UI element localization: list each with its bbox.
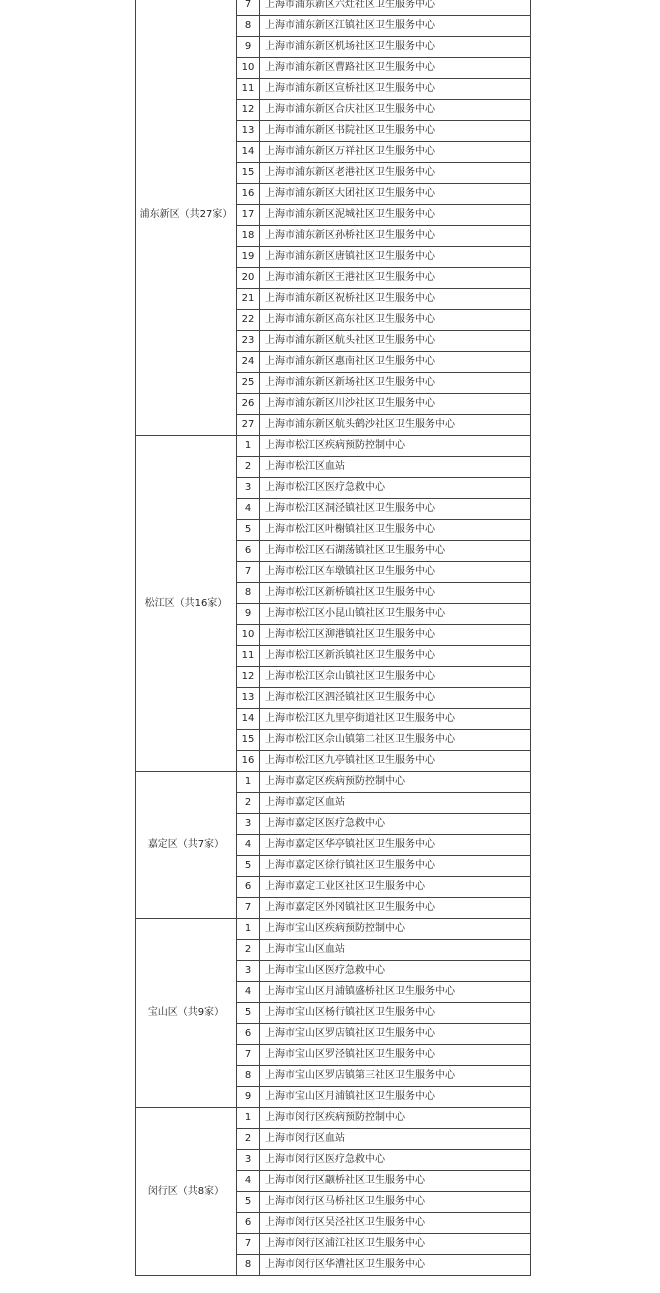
row-number-cell: 8: [237, 583, 260, 604]
institution-name-cell: 上海市嘉定区血站: [260, 793, 531, 814]
institution-name-cell: 上海市宝山区罗泾镇社区卫生服务中心: [260, 1045, 531, 1066]
institution-name-cell: 上海市嘉定工业区社区卫生服务中心: [260, 877, 531, 898]
row-number-cell: 8: [237, 1255, 260, 1276]
institution-name-cell: 上海市浦东新区祝桥社区卫生服务中心: [260, 289, 531, 310]
row-number-cell: 17: [237, 205, 260, 226]
institution-name-cell: 上海市宝山区罗店镇社区卫生服务中心: [260, 1024, 531, 1045]
row-number-cell: 13: [237, 121, 260, 142]
row-number-cell: 15: [237, 163, 260, 184]
row-number-cell: 16: [237, 751, 260, 772]
row-number-cell: 3: [237, 478, 260, 499]
table-row: [136, 0, 531, 16]
row-number-cell: 4: [237, 499, 260, 520]
row-number-cell: 18: [237, 226, 260, 247]
table-row: [136, 772, 531, 793]
institution-name-cell: 上海市闵行区华漕社区卫生服务中心: [260, 1255, 531, 1276]
institution-name-cell: 上海市松江区石湖荡镇社区卫生服务中心: [260, 541, 531, 562]
institution-name-cell: 上海市宝山区医疗急救中心: [260, 961, 531, 982]
institution-name-cell: 上海市浦东新区孙桥社区卫生服务中心: [260, 226, 531, 247]
table-row: [136, 436, 531, 457]
row-number-cell: 26: [237, 394, 260, 415]
row-number-cell: 7: [237, 1234, 260, 1255]
institution-name-cell: 上海市松江区医疗急救中心: [260, 478, 531, 499]
row-number-cell: 11: [237, 79, 260, 100]
row-number-cell: 3: [237, 814, 260, 835]
row-number-cell: 10: [237, 625, 260, 646]
institution-name-cell: 上海市浦东新区泥城社区卫生服务中心: [260, 205, 531, 226]
row-number-cell: 12: [237, 100, 260, 121]
institution-name-cell: 上海市松江区泖港镇社区卫生服务中心: [260, 625, 531, 646]
row-number-cell: 15: [237, 730, 260, 751]
row-number-cell: 11: [237, 646, 260, 667]
row-number-cell: 5: [237, 1192, 260, 1213]
row-number-cell: 20: [237, 268, 260, 289]
row-number-cell: 1: [237, 772, 260, 793]
district-cell: 宝山区（共9家）: [136, 919, 237, 1108]
table-row: [136, 919, 531, 940]
institution-name-cell: 上海市浦东新区曹路社区卫生服务中心: [260, 58, 531, 79]
institution-name-cell: 上海市松江区疾病预防控制中心: [260, 436, 531, 457]
institution-name-cell: 上海市宝山区罗店镇第三社区卫生服务中心: [260, 1066, 531, 1087]
institution-name-cell: 上海市松江区叶榭镇社区卫生服务中心: [260, 520, 531, 541]
row-number-cell: 7: [237, 0, 260, 16]
row-number-cell: 4: [237, 982, 260, 1003]
row-number-cell: 3: [237, 961, 260, 982]
row-number-cell: 4: [237, 835, 260, 856]
institution-name-cell: 上海市浦东新区六灶社区卫生服务中心: [260, 0, 531, 16]
row-number-cell: 19: [237, 247, 260, 268]
table-row: [136, 1108, 531, 1129]
institution-name-cell: 上海市浦东新区宣桥社区卫生服务中心: [260, 79, 531, 100]
row-number-cell: 2: [237, 793, 260, 814]
institution-name-cell: 上海市浦东新区机场社区卫生服务中心: [260, 37, 531, 58]
row-number-cell: 9: [237, 604, 260, 625]
institution-name-cell: 上海市闵行区吴泾社区卫生服务中心: [260, 1213, 531, 1234]
institution-name-cell: 上海市嘉定区外冈镇社区卫生服务中心: [260, 898, 531, 919]
row-number-cell: 6: [237, 877, 260, 898]
institution-name-cell: 上海市宝山区疾病预防控制中心: [260, 919, 531, 940]
institution-name-cell: 上海市宝山区月浦镇社区卫生服务中心: [260, 1087, 531, 1108]
row-number-cell: 7: [237, 1045, 260, 1066]
row-number-cell: 2: [237, 940, 260, 961]
institution-name-cell: 上海市浦东新区万祥社区卫生服务中心: [260, 142, 531, 163]
row-number-cell: 21: [237, 289, 260, 310]
row-number-cell: 25: [237, 373, 260, 394]
district-cell: 嘉定区（共7家）: [136, 772, 237, 919]
institution-name-cell: 上海市松江区九里亭街道社区卫生服务中心: [260, 709, 531, 730]
row-number-cell: 2: [237, 457, 260, 478]
institution-name-cell: 上海市松江区车墩镇社区卫生服务中心: [260, 562, 531, 583]
institution-name-cell: 上海市浦东新区王港社区卫生服务中心: [260, 268, 531, 289]
institution-name-cell: 上海市闵行区医疗急救中心: [260, 1150, 531, 1171]
institution-name-cell: 上海市浦东新区惠南社区卫生服务中心: [260, 352, 531, 373]
row-number-cell: 1: [237, 919, 260, 940]
institution-name-cell: 上海市浦东新区高东社区卫生服务中心: [260, 310, 531, 331]
institution-name-cell: 上海市松江区洞泾镇社区卫生服务中心: [260, 499, 531, 520]
institution-name-cell: 上海市闵行区疾病预防控制中心: [260, 1108, 531, 1129]
institution-name-cell: 上海市浦东新区合庆社区卫生服务中心: [260, 100, 531, 121]
row-number-cell: 9: [237, 37, 260, 58]
row-number-cell: 12: [237, 667, 260, 688]
institution-name-cell: 上海市松江区佘山镇第二社区卫生服务中心: [260, 730, 531, 751]
row-number-cell: 14: [237, 142, 260, 163]
institution-name-cell: 上海市嘉定区疾病预防控制中心: [260, 772, 531, 793]
institution-name-cell: 上海市浦东新区唐镇社区卫生服务中心: [260, 247, 531, 268]
row-number-cell: 24: [237, 352, 260, 373]
institution-name-cell: 上海市浦东新区江镇社区卫生服务中心: [260, 16, 531, 37]
row-number-cell: 1: [237, 1108, 260, 1129]
institution-name-cell: 上海市浦东新区新场社区卫生服务中心: [260, 373, 531, 394]
institution-name-cell: 上海市浦东新区书院社区卫生服务中心: [260, 121, 531, 142]
institution-name-cell: 上海市嘉定区华亭镇社区卫生服务中心: [260, 835, 531, 856]
institution-name-cell: 上海市宝山区月浦镇盛桥社区卫生服务中心: [260, 982, 531, 1003]
institution-name-cell: 上海市闵行区颛桥社区卫生服务中心: [260, 1171, 531, 1192]
row-number-cell: 16: [237, 184, 260, 205]
institution-name-cell: 上海市浦东新区大团社区卫生服务中心: [260, 184, 531, 205]
institution-name-cell: 上海市浦东新区航头鹤沙社区卫生服务中心: [260, 415, 531, 436]
row-number-cell: 8: [237, 16, 260, 37]
row-number-cell: 6: [237, 1213, 260, 1234]
institution-name-cell: 上海市浦东新区老港社区卫生服务中心: [260, 163, 531, 184]
row-number-cell: 13: [237, 688, 260, 709]
row-number-cell: 14: [237, 709, 260, 730]
institution-name-cell: 上海市松江区佘山镇社区卫生服务中心: [260, 667, 531, 688]
institution-name-cell: 上海市闵行区浦江社区卫生服务中心: [260, 1234, 531, 1255]
row-number-cell: 7: [237, 898, 260, 919]
row-number-cell: 22: [237, 310, 260, 331]
row-number-cell: 5: [237, 856, 260, 877]
row-number-cell: 23: [237, 331, 260, 352]
institution-table: [135, 0, 531, 1276]
row-number-cell: 3: [237, 1150, 260, 1171]
institution-name-cell: 上海市松江区新桥镇社区卫生服务中心: [260, 583, 531, 604]
row-number-cell: 1: [237, 436, 260, 457]
institution-name-cell: 上海市闵行区血站: [260, 1129, 531, 1150]
row-number-cell: 8: [237, 1066, 260, 1087]
district-cell: 闵行区（共8家）: [136, 1108, 237, 1276]
row-number-cell: 27: [237, 415, 260, 436]
institution-name-cell: 上海市宝山区血站: [260, 940, 531, 961]
row-number-cell: 9: [237, 1087, 260, 1108]
institution-name-cell: 上海市浦东新区航头社区卫生服务中心: [260, 331, 531, 352]
table-body: [136, 0, 531, 1276]
district-cell: 松江区（共16家）: [136, 436, 237, 772]
institution-name-cell: 上海市松江区小昆山镇社区卫生服务中心: [260, 604, 531, 625]
institution-name-cell: 上海市宝山区杨行镇社区卫生服务中心: [260, 1003, 531, 1024]
institution-name-cell: 上海市闵行区马桥社区卫生服务中心: [260, 1192, 531, 1213]
row-number-cell: 5: [237, 520, 260, 541]
institution-name-cell: 上海市浦东新区川沙社区卫生服务中心: [260, 394, 531, 415]
institution-name-cell: 上海市松江区九亭镇社区卫生服务中心: [260, 751, 531, 772]
institution-name-cell: 上海市松江区血站: [260, 457, 531, 478]
row-number-cell: 2: [237, 1129, 260, 1150]
row-number-cell: 10: [237, 58, 260, 79]
row-number-cell: 6: [237, 1024, 260, 1045]
institution-name-cell: 上海市松江区新浜镇社区卫生服务中心: [260, 646, 531, 667]
institution-name-cell: 上海市嘉定区医疗急救中心: [260, 814, 531, 835]
row-number-cell: 7: [237, 562, 260, 583]
row-number-cell: 5: [237, 1003, 260, 1024]
institution-name-cell: 上海市松江区泗泾镇社区卫生服务中心: [260, 688, 531, 709]
institution-name-cell: 上海市嘉定区徐行镇社区卫生服务中心: [260, 856, 531, 877]
row-number-cell: 6: [237, 541, 260, 562]
district-cell: 浦东新区（共27家）: [136, 0, 237, 436]
row-number-cell: 4: [237, 1171, 260, 1192]
